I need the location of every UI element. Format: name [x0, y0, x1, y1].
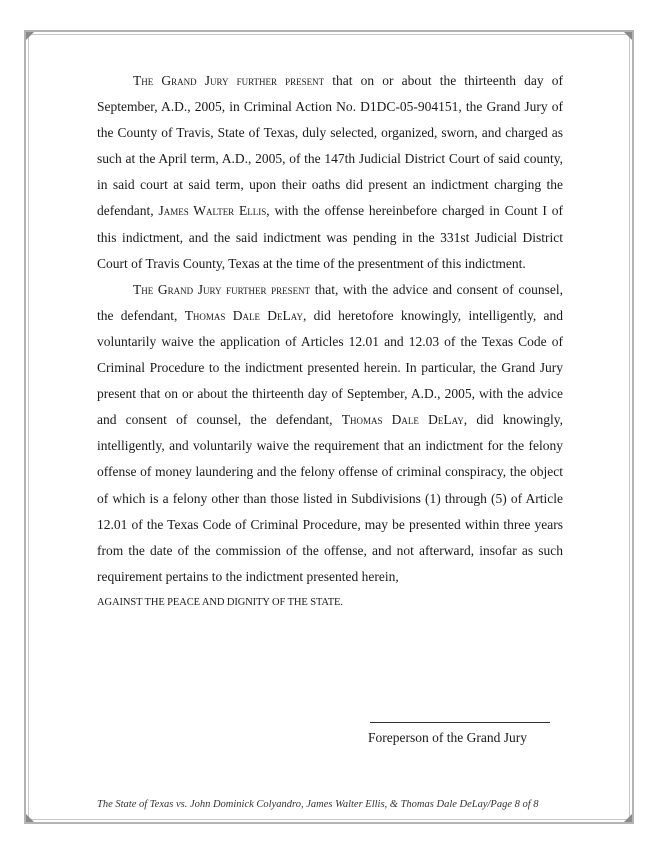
signature-label: Foreperson of the Grand Jury [368, 730, 527, 745]
defendant-name: Thomas Dale DeLay [184, 307, 303, 323]
corner-ornament [624, 32, 632, 40]
paragraph-text: , did knowingly, intelligently, and voluntarily waive the requirement that an indictment for the felony offense of money laundering and the felony offense of criminal conspiracy, the object of which is a felony other than those listed in Subdivisions (1) through (5) of Article 12.01 of the Texas Code of Criminal Procedure, may be presented within three years from the date of the commission of the offense, and not afterward, insofar as such requirement pertains to the indictment presented herein, [97, 412, 564, 584]
paragraph-1 [97, 68, 563, 277]
paragraph-text: , did heretofore knowingly, intelligently, and voluntarily waive the application of Articles 12.01 and 12.03 of the Texas Code of Criminal Procedure to the indictment presented herein. In particular, the Grand Jury present that on or about the thirteenth day of September, A.D., 2005, with the advice and consent of counsel, the defendant, [97, 307, 563, 428]
paragraph-2 [97, 277, 563, 590]
defendant-name: James Walter Ellis [158, 203, 267, 219]
page-footer: The State of Texas vs. John Dominick Colyandro, James Walter Ellis, & Thomas Dale DeLay/Page 8 of 8 [97, 799, 539, 810]
paragraph-lead: The Grand Jury further present [133, 73, 325, 88]
corner-ornament [26, 814, 34, 822]
paragraph-lead: The Grand Jury further present [133, 281, 311, 297]
corner-ornament [624, 814, 632, 822]
corner-ornament [26, 32, 34, 40]
defendant-name: Thomas Dale DeLay [341, 412, 464, 428]
closing-formula: AGAINST THE PEACE AND DIGNITY OF THE STATE. [97, 596, 343, 608]
paragraph-text: , with the offense hereinbefore charged in Count I of this indictment, and the said indictment was pending in the 331st Judicial District Court of Travis County, Texas at the time of the presentment of this indictment. [97, 203, 563, 271]
paragraph-text: that on or about the thirteenth day of September, A.D., 2005, in Criminal Action No. D1DC-05-904151, the Grand Jury of the County of Travis, State of Texas, duly selected, organized, sworn, and charged as such at the April term, A.D., 2005, of the 147th Judicial District Court of said county, in said court at said term, upon their oaths did present an indictment charging the defendant, [97, 73, 563, 219]
paragraph-text: that, with the advice and consent of counsel, the defendant, [97, 281, 563, 323]
signature-block [368, 722, 550, 746]
document-body [97, 68, 563, 608]
signature-line [370, 722, 550, 723]
